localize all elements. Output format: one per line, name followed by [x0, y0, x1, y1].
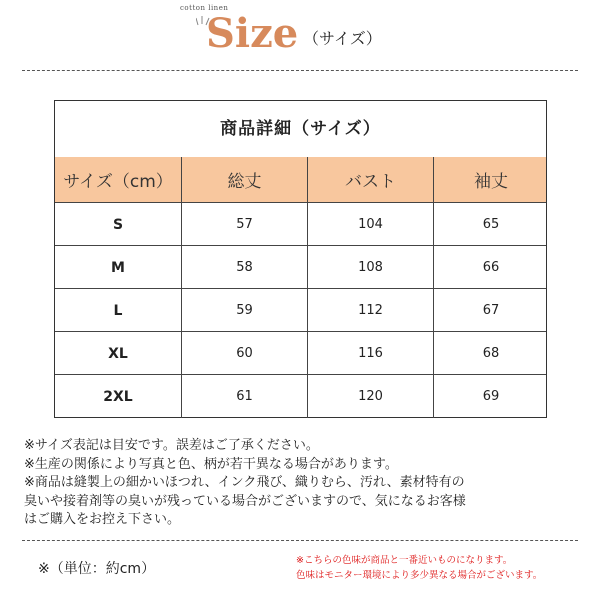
- table-row: [55, 288, 546, 332]
- header: [0, 0, 600, 70]
- table-row: [55, 331, 546, 375]
- note-line: ※生産の関係により写真と色、柄が若干異なる場合があります。: [24, 456, 398, 472]
- color-note-line: ※こちらの色味が商品と一番近いものになります。: [296, 555, 513, 566]
- table-cell: 60: [181, 332, 307, 375]
- table-cell: 66: [433, 246, 548, 289]
- table-row: [55, 374, 546, 418]
- note-line: ※サイズ表記は目安です。誤差はご了承ください。: [24, 438, 319, 453]
- notes: [24, 437, 584, 530]
- size-table: [54, 100, 547, 418]
- table-cell: 58: [181, 246, 307, 289]
- page-subtitle: （サイズ）: [303, 29, 382, 48]
- size-label: M: [111, 259, 125, 276]
- table-row: [55, 245, 546, 289]
- table-cell: 108: [307, 246, 433, 289]
- column-header: 袖丈: [433, 157, 548, 202]
- table-cell: 65: [433, 203, 548, 246]
- size-label: L: [113, 302, 123, 319]
- table-cell: 120: [307, 375, 433, 418]
- table-caption: 商品詳細（サイズ）: [220, 119, 381, 139]
- table-row: [55, 202, 546, 246]
- unit-note: ※（単位：約cm）: [38, 561, 156, 577]
- color-note-line: 色味はモニター環境により多少異なる場合がございます。: [296, 570, 543, 581]
- note-line: 臭いや接着剤等の臭いが残っている場合がございますので、気になるお客様: [24, 493, 466, 509]
- table-cell: 57: [181, 203, 307, 246]
- table-cell: 116: [307, 332, 433, 375]
- size-label: S: [112, 216, 124, 233]
- note-line: ※商品は縫製上の細かいほつれ、インク飛び、織りむら、汚れ、素材特有の: [24, 475, 465, 490]
- column-header: 総丈: [181, 157, 307, 202]
- table-cell: 67: [433, 289, 548, 332]
- column-header: バスト: [307, 157, 433, 202]
- table-cell: 61: [181, 375, 307, 418]
- table-cell: 68: [433, 332, 548, 375]
- table-cell: 59: [181, 289, 307, 332]
- note-line: はご購入をお控え下さい。: [24, 512, 181, 527]
- column-header: サイズ（cm）: [63, 172, 173, 192]
- page-title: Size: [206, 10, 299, 57]
- divider: [22, 70, 578, 71]
- divider: [22, 540, 578, 541]
- size-label: 2XL: [103, 388, 133, 405]
- table-cell: 104: [307, 203, 433, 246]
- size-label: XL: [108, 345, 128, 362]
- brand-arc-text: cotton linen: [180, 4, 229, 12]
- color-note: [296, 553, 542, 583]
- table-cell: 69: [433, 375, 548, 418]
- table-cell: 112: [307, 289, 433, 332]
- table-header-row: [55, 157, 546, 202]
